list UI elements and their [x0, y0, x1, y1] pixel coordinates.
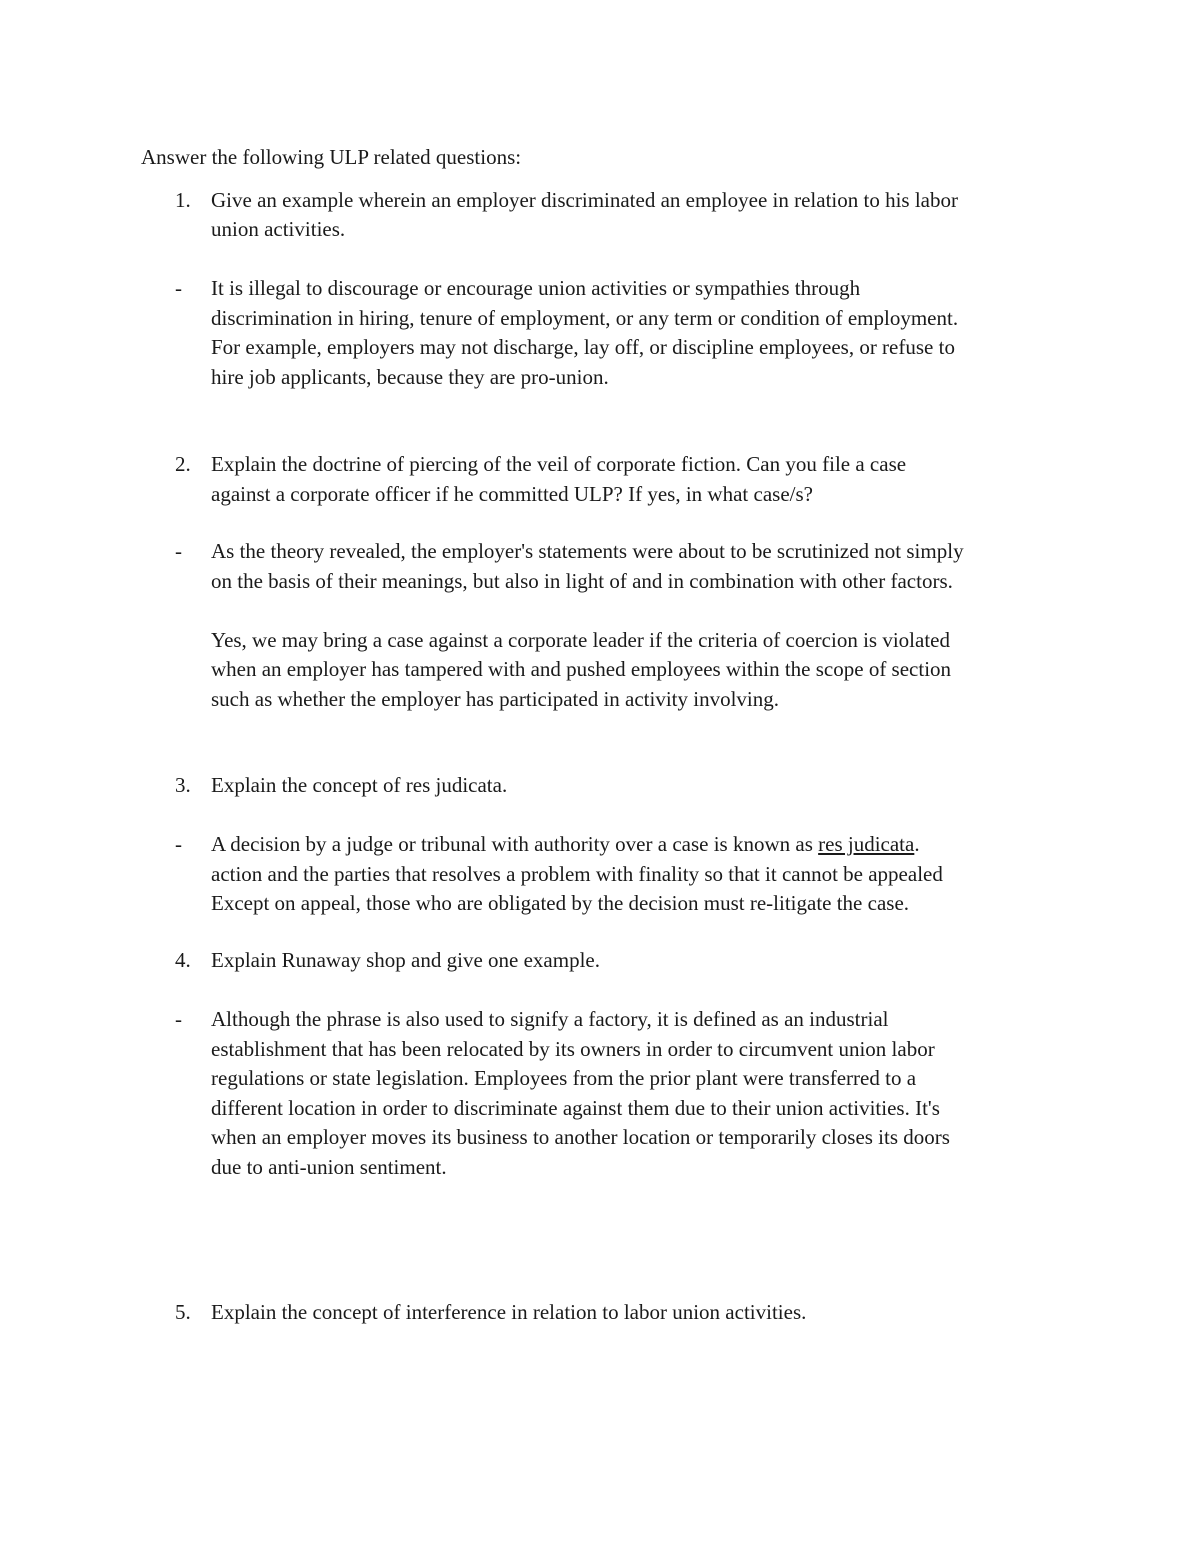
answer-2-text	[211, 537, 1081, 714]
text-line: union activities.	[211, 217, 346, 241]
text-line: Explain Runaway shop and give one example.	[211, 948, 600, 972]
question-5-text	[211, 1298, 1081, 1328]
question-2	[141, 450, 1081, 509]
text-line: discrimination in hiring, tenure of employment, or any term or condition of employment.	[211, 305, 959, 330]
text-line: when an employer moves its business to another location or temporarily closes its doors	[211, 1125, 950, 1149]
underlined-term: res judicata	[818, 832, 915, 856]
text-run: .	[914, 832, 920, 856]
text-line: As the theory revealed, the employer's statements were about to be scrutinized not simply	[211, 539, 964, 563]
question-3-text	[211, 771, 1081, 801]
answer-3	[141, 830, 1081, 919]
text-line: regulations or state legislation. Employees from the prior plant were transferred to a	[211, 1066, 917, 1090]
text-run: A decision by a judge or tribunal with authority over a case is known as	[211, 832, 819, 856]
list-marker: 3.	[175, 773, 191, 797]
list-marker: 1.	[175, 187, 191, 212]
question-5	[141, 1298, 1081, 1328]
answer-2	[141, 537, 1081, 714]
text-line: when an employer has tampered with and pushed employees within the scope of section	[211, 657, 952, 681]
text-line: Although the phrase is also used to signify a factory, it is defined as an industrial	[211, 1007, 889, 1031]
list-marker: -	[175, 1007, 182, 1031]
text-line: on the basis of their meanings, but also in light of and in combination with other factors.	[211, 568, 953, 593]
text-line: establishment that has been relocated by its owners in order to circumvent union labor	[211, 1036, 935, 1061]
question-3	[141, 771, 1081, 801]
text-line: Give an example wherein an employer discriminated an employee in relation to his labor	[211, 187, 958, 212]
question-1-text	[211, 186, 1081, 245]
text-line: Explain the concept of res judicata.	[211, 773, 508, 797]
answer-4	[141, 1005, 1081, 1182]
answer-1-text	[211, 274, 1081, 392]
answer-2-paragraph-1	[211, 537, 1081, 596]
text-line: against a corporate officer if he committed ULP? If yes, in what case/s?	[211, 481, 813, 506]
question-1	[141, 186, 1081, 245]
question-2-text	[211, 450, 1081, 509]
text-line: For example, employers may not discharge, lay off, or discipline employees, or refuse to	[211, 335, 955, 359]
text-line: due to anti-union sentiment.	[211, 1154, 447, 1179]
text-line: Explain the concept of interference in relation to labor union activities.	[211, 1300, 807, 1324]
text-line: action and the parties that resolves a problem with finality so that it cannot be appealed	[211, 861, 943, 886]
list-marker: 5.	[175, 1300, 191, 1324]
answer-2-paragraph-2	[211, 626, 1081, 715]
intro-text: Answer the following ULP related questions:	[141, 145, 522, 169]
answer-1	[141, 274, 1081, 392]
text-line	[211, 830, 1081, 860]
text-line: Except on appeal, those who are obligated by the decision must re-litigate the case.	[211, 891, 910, 915]
list-marker: 4.	[175, 948, 191, 972]
text-line: Yes, we may bring a case against a corporate leader if the criteria of coercion is violated	[211, 627, 950, 652]
text-line: such as whether the employer has participated in activity involving.	[211, 686, 780, 711]
question-4	[141, 946, 1081, 976]
list-marker: -	[175, 832, 182, 856]
list-marker: -	[175, 276, 182, 300]
answer-3-text	[211, 830, 1081, 919]
text-line: different location in order to discriminate against them due to their union activities. It's	[211, 1095, 940, 1120]
text-line: hire job applicants, because they are pro-union.	[211, 364, 609, 389]
question-4-text	[211, 946, 1081, 976]
text-line: Explain the doctrine of piercing of the veil of corporate fiction. Can you file a case	[211, 452, 907, 476]
list-marker: 2.	[175, 452, 191, 476]
answer-4-text	[211, 1005, 1081, 1182]
text-line: It is illegal to discourage or encourage union activities or sympathies through	[211, 276, 861, 300]
list-marker: -	[175, 539, 182, 563]
